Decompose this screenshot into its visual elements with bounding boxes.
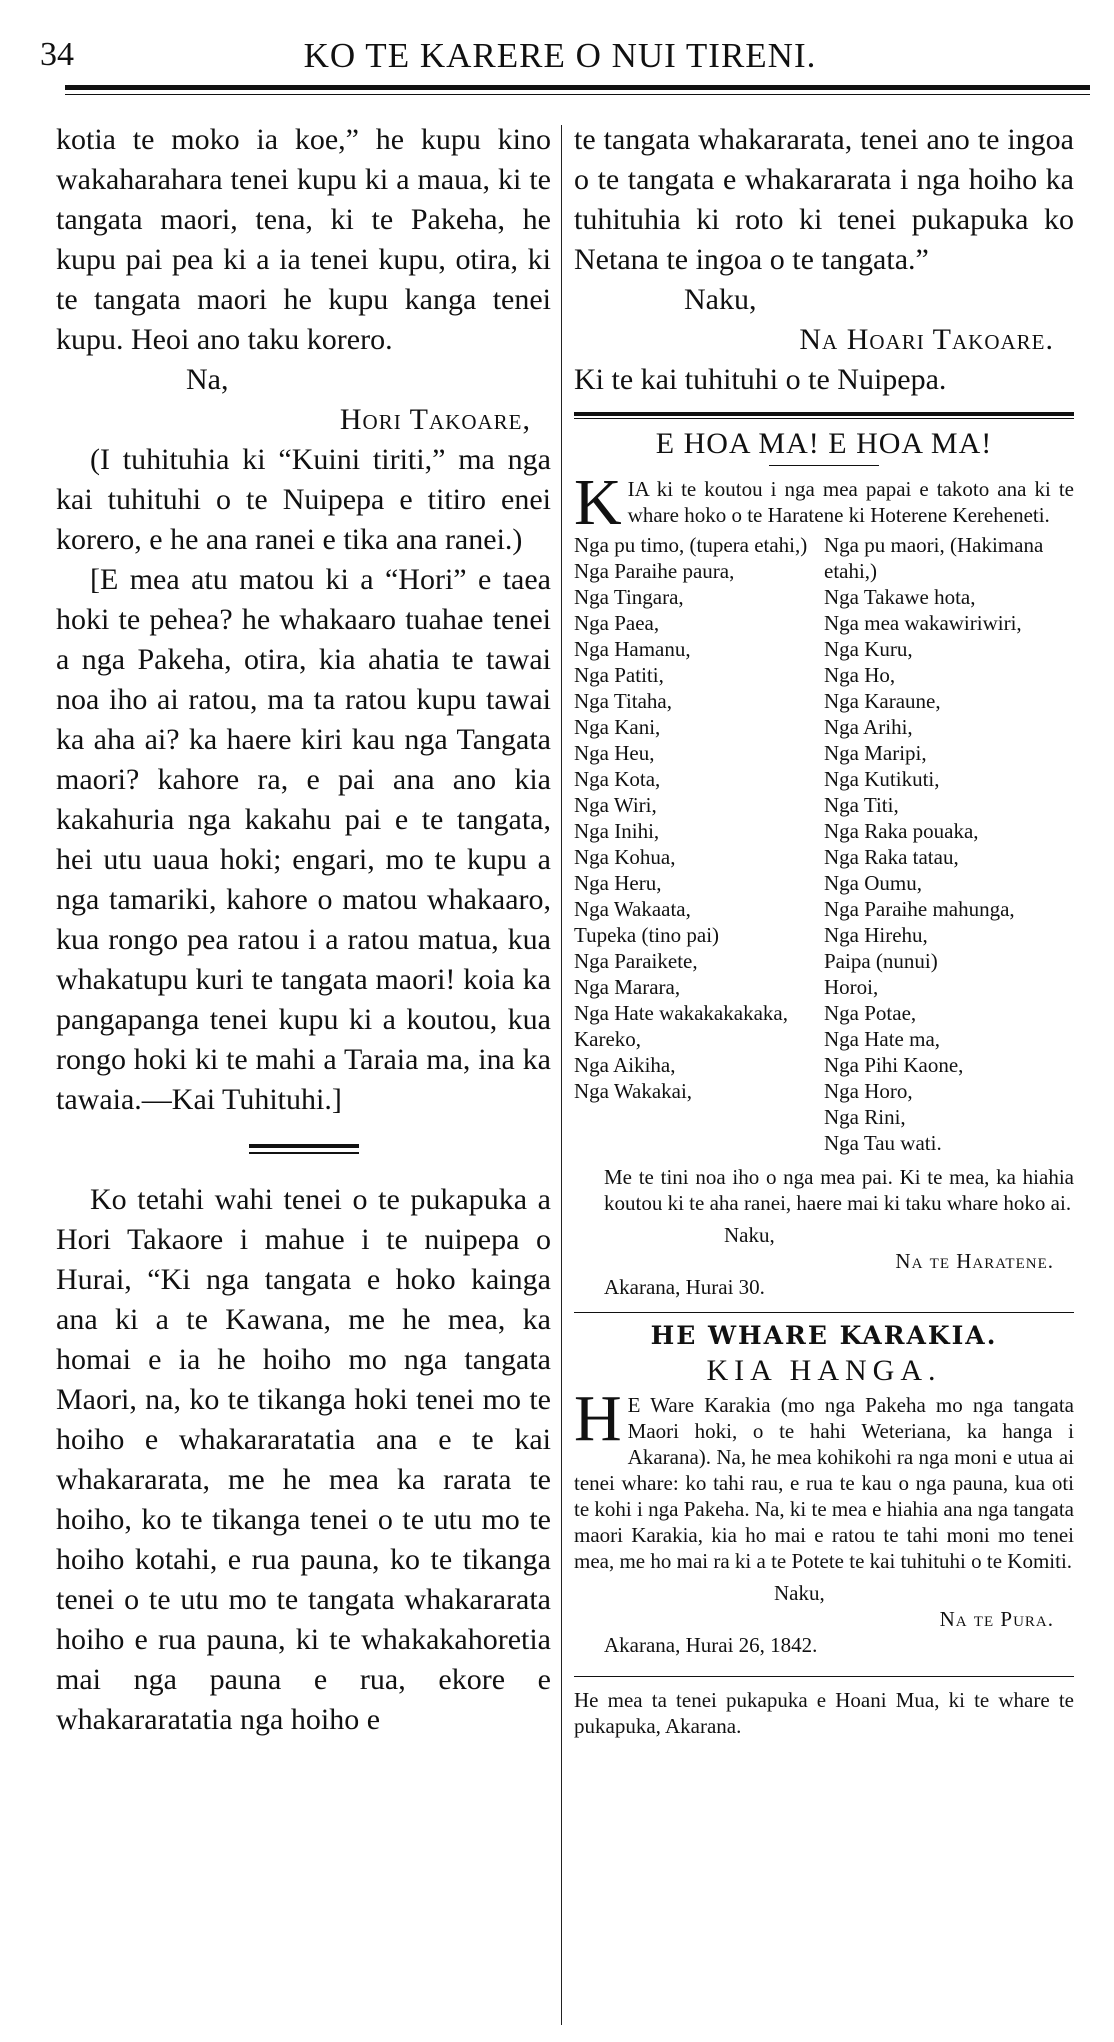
- goods-item: Nga Pihi Kaone,: [824, 1053, 964, 1077]
- ad2-signer: Na te Pura.: [939, 1607, 1054, 1631]
- letter-continuation: kotia te moko ia koe,” he kupu kino wakaharahara tenei kupu ki a maua, ki te tangata maori, tena, ki te Pakeha, he kupu pai pea ki a ia tenei kupu, otira, ki te tangata maori he kupu kanga tenei kupu. Heoi ano taku korero.: [56, 123, 551, 356]
- goods-list: [574, 532, 1074, 1156]
- goods-item: Nga Wakaata,: [574, 897, 691, 921]
- goods-item: Nga Arihi,: [824, 715, 913, 739]
- goods-list-right: [824, 532, 1074, 1156]
- ad2-body: [574, 1382, 1074, 1574]
- title-underline: [769, 465, 879, 466]
- goods-item: Nga Paraihe paura,: [574, 559, 735, 583]
- goods-item: Paipa (nunui): [824, 949, 938, 973]
- goods-item: Nga Tingara,: [574, 585, 684, 609]
- goods-item: Nga Potae,: [824, 1001, 917, 1025]
- goods-list-left: [574, 532, 819, 1156]
- goods-item: Nga Hate ma,: [824, 1027, 941, 1051]
- goods-item: Nga Titi,: [824, 793, 899, 817]
- goods-item: Kareko,: [574, 1027, 642, 1051]
- goods-item: Nga Kani,: [574, 715, 661, 739]
- goods-item: Nga Heru,: [574, 871, 662, 895]
- section-rule-thin: [574, 418, 1074, 419]
- goods-item: Nga Titaha,: [574, 689, 673, 713]
- ad-place-date: Akarana, Hurai 30.: [604, 1275, 765, 1299]
- goods-item: Nga Aikiha,: [574, 1053, 676, 1077]
- editor-reply: [E mea atu matou ki a “Hori” e taea hoki te pehea? he whakaaro tuahae tenei a nga Pakeha, otira, kia ahatia te tawai noa iho ai ratou, ma ta ratou kupu tawai ka aha ai? ka haere kiri kau nga Tangata maori? kahore ra, e pai ana ano kia kakahuria nga kakahu pai e te tangata, hei utu uaua hoki; engari, mo te kupu a nga tamariki, kahore o matou whakaaro, kua rongo pea ratou i a ratou matua, kua whakatupu kuri te tangata maori! koia ka pangapanga tenei kupu ki a koutou, kua rongo hoki ki te mahi a Taraia ma, ina ka tawaia.—Kai Tuhituhi.]: [56, 563, 551, 1116]
- section-rule-thick: [574, 412, 1074, 416]
- goods-item: Nga Raka tatau,: [824, 845, 959, 869]
- goods-item: Nga Inihi,: [574, 819, 660, 843]
- advertisement-haratene: [574, 427, 1074, 1300]
- ad2-place-date: Akarana, Hurai 26, 1842.: [604, 1633, 818, 1657]
- ad2-subtitle: KIA HANGA.: [706, 1354, 942, 1387]
- goods-item: Nga Paea,: [574, 611, 660, 635]
- ad-separator: [574, 1312, 1074, 1313]
- goods-item: Nga Marara,: [574, 975, 681, 999]
- goods-item: Nga Ho,: [824, 663, 896, 687]
- ad-signer: Na te Haratene.: [895, 1249, 1054, 1273]
- column-divider: [561, 125, 562, 2025]
- goods-item: Nga pu timo, (tupera etahi,): [574, 533, 808, 557]
- goods-item: Nga Wakakai,: [574, 1079, 693, 1103]
- ad2-title: HE WHARE KARAKIA.: [650, 1321, 998, 1350]
- signature-hoari: Na Hoari Takoare.: [799, 323, 1054, 356]
- goods-item: Nga Heu,: [574, 741, 655, 765]
- imprint-text: He mea ta tenei pukapuka e Hoani Mua, ki te whare te pukapuka, Akarana.: [574, 1688, 1074, 1738]
- header-rule-thin: [65, 94, 1090, 95]
- goods-item: Nga Paraihe mahunga,: [824, 897, 1015, 921]
- goods-item: Nga mea wakawiriwiri,: [824, 611, 1022, 635]
- ad-naku: Naku,: [724, 1223, 775, 1247]
- goods-item: Nga Patiti,: [574, 663, 664, 687]
- goods-item: Nga Maripi,: [824, 741, 927, 765]
- right-column: [574, 120, 1074, 1739]
- editor-note: (I tuhituhia ki “Kuini tiriti,” ma nga kai tuhituhi o te Nuipepa e titiro enei korero, e he ana ranei e tika ana ranei.): [56, 443, 551, 556]
- section-separator: [249, 1144, 359, 1154]
- page-number: 34: [40, 36, 74, 73]
- goods-item: Tupeka (tino pai): [574, 923, 720, 947]
- addressee-line: Ki te kai tuhituhi o te Nuipepa.: [574, 363, 947, 396]
- letter-excerpt-continued: te tangata whakararata, tenei ano te ingoa o te tangata e whakararata i nga hoiho ka tuhituhia ki roto ki tenei pukapuka ko Netana te ingoa o te tangata.”: [574, 123, 1074, 276]
- goods-item: Nga Rini,: [824, 1105, 906, 1129]
- goods-item: Nga Horo,: [824, 1079, 913, 1103]
- goods-item: Nga Tau wati.: [824, 1131, 942, 1155]
- signature-naku: Naku,: [684, 283, 757, 316]
- goods-item: Nga Hirehu,: [824, 923, 928, 947]
- advertisement-whare-karakia: [574, 1321, 1074, 1658]
- goods-item: Nga Kuru,: [824, 637, 913, 661]
- ad-intro-text: IA ki te koutou i nga mea papai e takoto ana ki te whare hoko o te Haratene ki Hoterene Kereheneti.: [627, 477, 1074, 527]
- signature-na: Na,: [186, 363, 229, 396]
- goods-item: Nga Hamanu,: [574, 637, 691, 661]
- goods-item: Nga pu maori, (Hakimana etahi,): [824, 533, 1044, 583]
- ad-closing: Me te tini noa iho o nga mea pai. Ki te mea, ka hiahia koutou ki te aha ranei, haere mai ki taku whare hoko ai.: [604, 1165, 1074, 1215]
- goods-item: Nga Wiri,: [574, 793, 657, 817]
- left-column: [56, 120, 551, 1740]
- goods-item: Nga Kutikuti,: [824, 767, 940, 791]
- page-header: [40, 36, 1080, 80]
- ad2-body-text: E Ware Karakia (mo nga Pakeha mo nga tangata Maori hoki, o te hahi Weteriana, ka hanga i Akarana). Na, he mea kohikohi ra nga moni e utua ai tenei whare: ko tahi rau, e rua te kau o nga pauna, kua oti te kohi i nga Pakeha. Na, ki te mea e hiahia ana nga tangata maori Karakia, kia ho mai e ratou te tahi moni mo tenei mea, me ho mai ra ki a te Potete te kai tuhituhi o te Komiti.: [574, 1393, 1074, 1573]
- ad2-naku: Naku,: [774, 1581, 825, 1605]
- goods-item: Nga Kohua,: [574, 845, 676, 869]
- drop-cap: K: [574, 466, 622, 539]
- goods-item: Nga Takawe hota,: [824, 585, 976, 609]
- goods-item: Nga Hate wakakakakaka,: [574, 1001, 788, 1025]
- letter-excerpt: Ko tetahi wahi tenei o te pukapuka a Hori Takaore i mahue i te nuipepa o Hurai, “Ki nga tangata e hoko kainga ana ki a te Kawana, me he mea, ka homai e ia he hoiho mo nga tangata Maori, na, ko te tikanga hoki tenei mo te hoiho e whakararatatia ana e te kai whakararata, me he mea ka rarata te hoiho, ko te tikanga tenei o te utu mo te hoiho kotahi, e rua pauna, ko te tikanga tenei o te utu mo te tangata whakararata hoiho e rua pauna, ki te whakakahoretia mai nga pauna e rua, ekore e whakararatatia nga hoiho e: [56, 1183, 551, 1736]
- ad-title: E HOA MA! E HOA MA!: [655, 427, 993, 460]
- signature-name: Hori Takoare,: [339, 403, 531, 436]
- drop-cap: H: [574, 1382, 622, 1455]
- goods-item: Nga Raka pouaka,: [824, 819, 979, 843]
- running-title: KO TE KARERE O NUI TIRENI.: [303, 36, 817, 75]
- header-rule-thick: [65, 85, 1090, 90]
- goods-item: Nga Oumu,: [824, 871, 922, 895]
- ad-intro: [574, 466, 1074, 539]
- goods-item: Horoi,: [824, 975, 879, 999]
- printer-imprint: [574, 1676, 1074, 1739]
- goods-item: Nga Paraikete,: [574, 949, 698, 973]
- goods-item: Nga Kota,: [574, 767, 661, 791]
- goods-item: Nga Karaune,: [824, 689, 941, 713]
